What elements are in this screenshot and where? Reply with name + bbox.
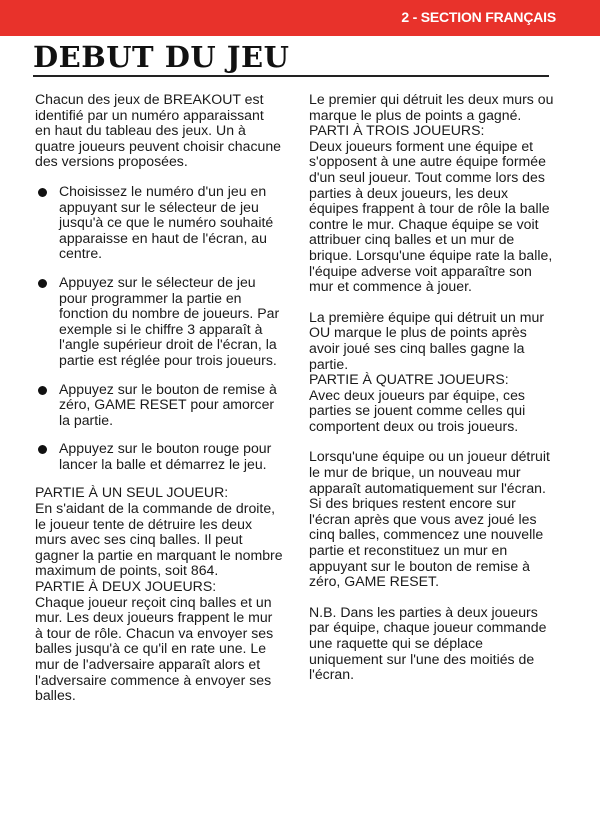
reset-paragraph: Lorsqu'une équipe ou un joueur détruit le mur de brique, un nouveau mur apparaît automatiquement sur l'écran. Si des briques restent encore sur l'écran après que vous avez joué les cinq balles, commencez une nouvelle partie et reconstituez un mur en appuyant sur le bouton de remise à zéro, GAME RESET. <box>309 448 550 590</box>
section-header-bar <box>0 0 600 36</box>
nb-label: N.B. <box>309 603 337 620</box>
list-item <box>35 441 283 472</box>
intro-paragraph: Chacun des jeux de BREAKOUT est identifié par un numéro apparaissant en haut du tableau des jeux. Un à quatre joueurs peuvent choisir chacune des versions proposées. <box>35 91 282 170</box>
two-player-text: Chaque joueur reçoit cinq balles et un mur. Les deux joueurs frappent le mur à tour de rôle. Chacun va envoyer ses balles jusqu'à ce qu'il en rate une. Le mur de l'adversaire apparaît alors et l'adversaire commence à envoyer ses balles. <box>35 593 274 704</box>
section-label: 2 - SECTION FRANÇAIS <box>401 9 556 25</box>
three-player-text: Deux joueurs forment une équipe et s'opposent à une autre équipe formée d'un seul joueur. Tout comme lors des parties à deux joueurs, les deux équipes frappent à tour de rôle la balle contre le mur. Chaque équipe se voit attribuer cinq balles et un mur de brique. Lorsqu'une équipe rate la balle, l'équipe adverse voit apparaître son mur et commence à jouer. <box>309 137 553 295</box>
nb-paragraph <box>309 605 557 683</box>
list-item <box>35 275 283 369</box>
bullet-icon <box>38 386 47 395</box>
four-player-heading: PARTIE À QUATRE JOUEURS: <box>309 371 509 388</box>
instructions-list <box>35 184 283 473</box>
list-item-text: Appuyez sur le bouton rouge pour lancer la balle et démarrez le jeu. <box>59 440 272 472</box>
one-player-heading: PARTIE À UN SEUL JOUEUR: <box>35 484 229 501</box>
list-item <box>35 382 283 429</box>
list-item-text: Appuyez sur le bouton de remise à zéro, GAME RESET pour amorcer la partie. <box>59 380 277 428</box>
title-rule <box>33 75 549 77</box>
two-player-end-text: Le premier qui détruit les deux murs ou marque le plus de points a gagné. <box>309 91 554 123</box>
bullet-icon <box>38 445 47 454</box>
list-item <box>35 184 283 262</box>
bullet-icon <box>38 188 47 197</box>
bullet-icon <box>38 279 47 288</box>
list-item-text: Appuyez sur le sélecteur de jeu pour programmer la partie en fonction du nombre de joueurs. Par exemple si le chiffre 3 apparaît à l'angle supérieur droit de l'écran, la partie est réglée pour trois joueurs. <box>59 273 280 368</box>
page-title: DEBUT DU JEU <box>33 40 290 74</box>
three-player-win-text: La première équipe qui détruit un mur OU marque le plus de points après avoir joué ses cinq balles gagne la partie. <box>309 308 545 372</box>
nb-text: Dans les parties à deux joueurs par équipe, chaque joueur commande une raquette qui se déplace uniquement sur l'une des moitiés de l'écran. <box>309 603 547 683</box>
three-player-heading: PARTI À TROIS JOUEURS: <box>309 122 485 139</box>
right-column <box>309 92 557 683</box>
left-column <box>35 92 283 704</box>
two-player-heading: PARTIE À DEUX JOUEURS: <box>35 578 217 595</box>
four-player-text: Avec deux joueurs par équipe, ces parties se jouent comme celles qui comportent deux ou trois joueurs. <box>309 386 526 434</box>
one-player-text: En s'aidant de la commande de droite, le joueur tente de détruire les deux murs avec ses cinq balles. Il peut gagner la partie en marquant le nombre maximum de points, soit 864. <box>35 500 283 579</box>
list-item-text: Choisissez le numéro d'un jeu en appuyant sur le sélecteur de jeu jusqu'à ce que le numéro souhaité apparaisse en haut de l'écran, au centre. <box>59 182 274 262</box>
